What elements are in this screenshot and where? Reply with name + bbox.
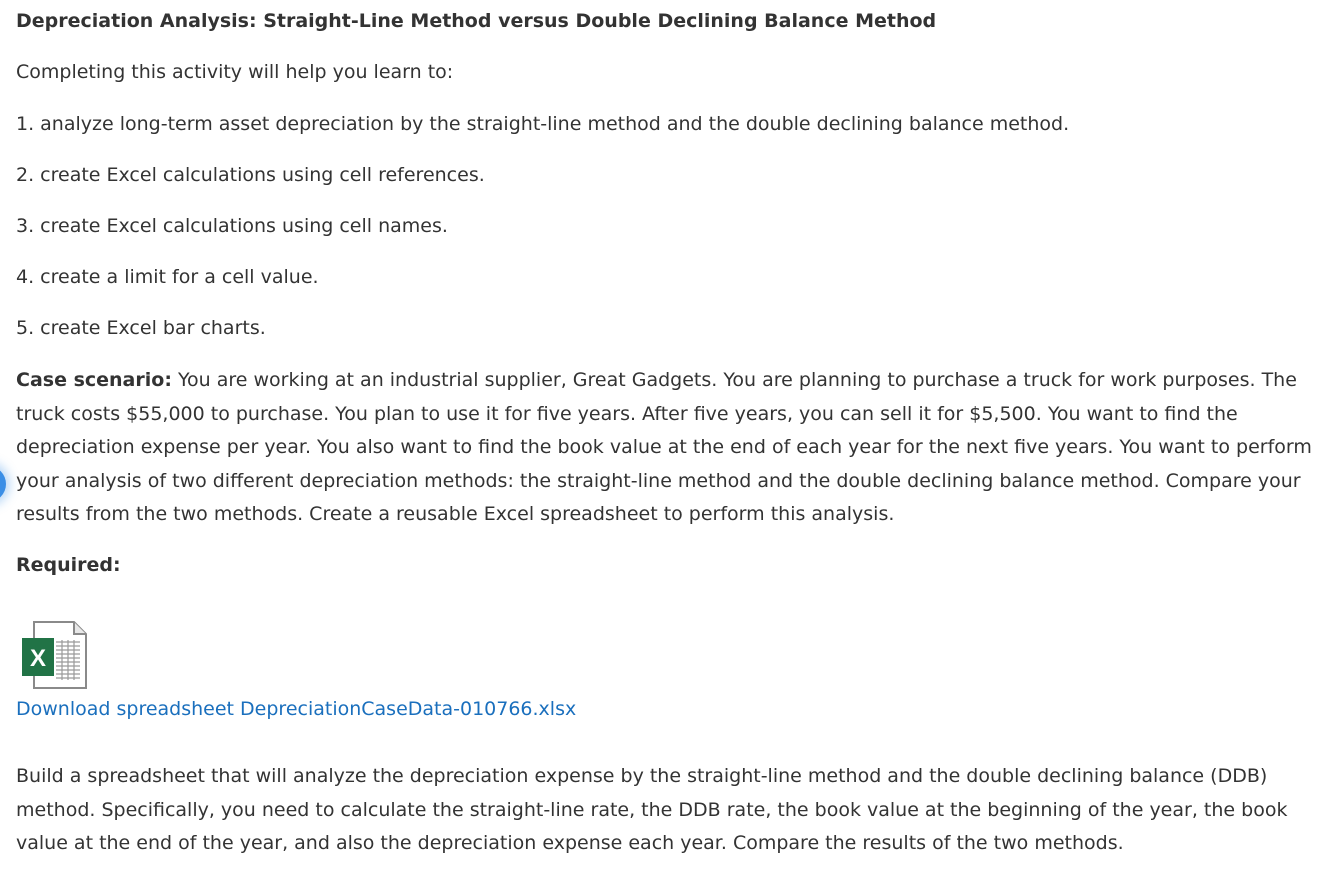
case-scenario-label: Case scenario: [16, 369, 172, 391]
page-title: Depreciation Analysis: Straight-Line Method versus Double Declining Balance Method [16, 10, 937, 32]
objective-item-2: 2. create Excel calculations using cell references. [16, 164, 485, 186]
focus-indicator [0, 466, 6, 502]
objective-item-3: 3. create Excel calculations using cell names. [16, 215, 448, 237]
objective-item-5: 5. create Excel bar charts. [16, 317, 266, 339]
excel-icon-letter: X [29, 645, 47, 672]
instructions-paragraph: Build a spreadsheet that will analyze the depreciation expense by the straight-line method and the double declining balance (DDB) method. Specifically, you need to calculate the straight-line rate, the DDB rate, the book value at the beginning of the year, the book value at the end of the year, and also the depreciation expense each year. Compare the results of the two methods. [16, 765, 1288, 854]
objective-item-4: 4. create a limit for a cell value. [16, 266, 319, 288]
objective-item-1: 1. analyze long-term asset depreciation by the straight-line method and the double declining balance method. [16, 113, 1070, 135]
download-spreadsheet-link[interactable]: Download spreadsheet DepreciationCaseData-010766.xlsx [16, 698, 577, 720]
case-scenario-text: You are working at an industrial supplier, Great Gadgets. You are planning to purchase a truck for work purposes. The truck costs $55,000 to purchase. You plan to use it for five years. After five years, you can sell it for $5,500. You want to find the depreciation expense per year. You also want to find the book value at the end of each year for the next five years. You want to perform your analysis of two different depreciation methods: the straight-line method and the double declining balance method. Compare your results from the two methods. Create a reusable Excel spreadsheet to perform this analysis. [16, 369, 1312, 525]
required-heading: Required: [16, 554, 121, 576]
case-scenario-paragraph [16, 364, 1322, 532]
excel-file-icon[interactable] [20, 620, 88, 690]
intro-text: Completing this activity will help you learn to: [16, 61, 454, 83]
